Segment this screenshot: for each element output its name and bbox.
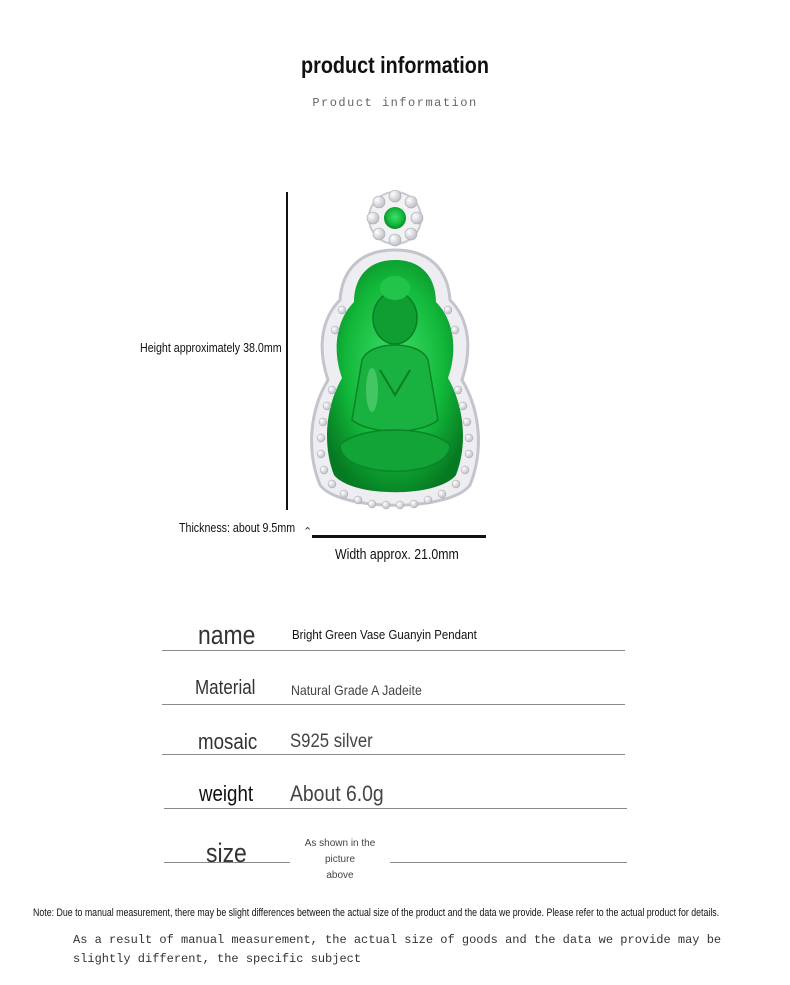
width-dimension-label: Width approx. 21.0mm bbox=[335, 546, 459, 563]
page-subtitle: Product information bbox=[312, 96, 478, 110]
size-value-line-1: As shown in the picture bbox=[304, 838, 376, 865]
mosaic-value: S925 silver bbox=[290, 731, 373, 752]
bail-flower bbox=[367, 190, 423, 246]
thickness-dimension-label: Thickness: about 9.5mm bbox=[179, 520, 296, 535]
weight-value: About 6.0g bbox=[290, 781, 384, 806]
material-label: Material bbox=[195, 677, 256, 699]
material-value: Natural Grade A Jadeite bbox=[291, 682, 422, 698]
weight-row-underline bbox=[164, 808, 627, 809]
material-row-underline bbox=[162, 704, 625, 705]
weight-label: weight bbox=[199, 781, 254, 806]
jade-guanyin-pendant-image bbox=[300, 190, 490, 520]
thickness-marker-icon: ⌃ bbox=[303, 526, 313, 538]
name-label: name bbox=[198, 620, 256, 650]
size-value-line-2: above bbox=[326, 870, 354, 881]
page-title: product information bbox=[301, 52, 489, 78]
width-measure-line bbox=[312, 535, 486, 538]
mosaic-label: mosaic bbox=[198, 729, 258, 754]
height-dimension-label: Height approximately 38.0mm bbox=[140, 340, 282, 355]
name-value: Bright Green Vase Guanyin Pendant bbox=[292, 627, 477, 642]
height-measure-line bbox=[286, 192, 288, 510]
measurement-note-translation: As a result of manual measurement, the actual size of goods and the data we provide may be slightly different, the specific subject bbox=[73, 933, 722, 966]
size-value bbox=[290, 836, 390, 884]
measurement-note: Note: Due to manual measurement, there may be slight differences between the actual size of the product and the data we provide. Please refer to the actual product for details. bbox=[33, 907, 720, 919]
size-label: size bbox=[206, 838, 247, 868]
